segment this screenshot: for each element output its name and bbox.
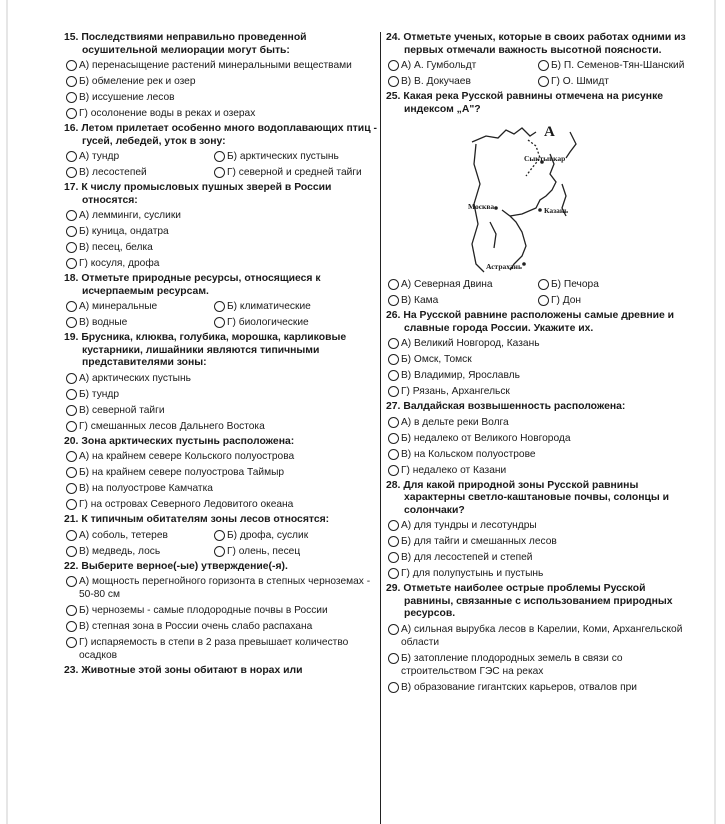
answer-option-label: В) водные (79, 317, 128, 328)
question-text (64, 514, 380, 527)
answer-option-label: А) перенасыщение растений минеральными веществами (79, 60, 352, 71)
question-text (64, 332, 380, 370)
answer-option[interactable] (212, 300, 311, 313)
answer-option-label: А) соболь, тетерев (79, 529, 168, 541)
answer-option[interactable] (386, 432, 690, 445)
question-block (386, 583, 690, 694)
question-block (64, 182, 380, 270)
answer-option-label: Б) Печора (551, 279, 599, 290)
answer-option-label: Г) косуля, дрофа (79, 258, 160, 269)
question-block (386, 32, 690, 88)
radio-circle-icon[interactable] (388, 536, 399, 547)
answer-option[interactable] (64, 545, 212, 558)
question-number: 18. (64, 273, 79, 284)
question-block (64, 665, 380, 678)
answer-option-label: Г) осолонение воды в реках и озерах (79, 108, 256, 119)
radio-circle-icon[interactable] (538, 279, 549, 290)
radio-circle-icon[interactable] (66, 242, 77, 253)
radio-circle-icon[interactable] (214, 167, 225, 178)
answer-option-label: Б) затопление плодородных земель в связи со строительством ГЭС на реках (401, 652, 623, 677)
radio-circle-icon[interactable] (388, 624, 399, 635)
radio-circle-icon[interactable] (66, 499, 77, 510)
answer-option-label: Б) для тайги и смешанных лесов (401, 536, 557, 547)
question-prompt: Отметьте наиболее острые проблемы Русской равнины, связанные с использованием природных ресурсов. (403, 583, 673, 619)
answer-option-row (64, 545, 380, 558)
answer-option-row (64, 150, 380, 163)
answer-option-label: Б) П. Семенов-Тян-Шанский (551, 60, 685, 71)
column-divider (380, 32, 381, 824)
question-block (386, 401, 690, 477)
answer-option-label: Б) куница, ондатра (79, 226, 169, 237)
radio-circle-icon[interactable] (388, 76, 399, 87)
answer-option-label: В) песец, белка (79, 242, 153, 253)
answer-option-label: В) Владимир, Ярославль (401, 370, 520, 381)
radio-circle-icon[interactable] (388, 295, 399, 306)
answer-option-label: А) мощность перегнойного горизонта в степных черноземах - 50-80 см (79, 576, 371, 600)
radio-circle-icon[interactable] (388, 682, 399, 693)
question-text (386, 480, 690, 518)
answer-option[interactable] (386, 385, 690, 398)
answer-option-label: А) сильная вырубка лесов в Карелии, Коми, Архангельской области (401, 623, 683, 648)
question-prompt: Животные этой зоны обитают в норах или (81, 665, 303, 676)
answer-option-label: В) образование гигантских карьеров, отвалов при (401, 681, 637, 693)
answer-option[interactable] (64, 225, 380, 238)
answer-option-label: А) в дельте реки Волга (401, 416, 509, 428)
answer-option-label: В) на Кольском полуострове (401, 448, 536, 460)
question-text (64, 665, 380, 678)
answer-option[interactable] (64, 300, 212, 313)
answer-option-row (64, 166, 380, 179)
question-block (64, 514, 380, 558)
answer-option-label: Б) тундр (79, 388, 120, 400)
radio-circle-icon[interactable] (66, 108, 77, 119)
answer-option-label: Г) на островах Северного Ледовитого океана (79, 499, 294, 510)
russian-plain-map (466, 124, 606, 274)
question-prompt: Отметьте природные ресурсы, относящиеся к исчерпаемым ресурсам. (81, 273, 321, 297)
answer-option-label: А) арктических пустынь (79, 372, 191, 384)
answer-option[interactable] (386, 369, 690, 382)
map-index-label: А (544, 124, 555, 140)
question-text (64, 561, 380, 574)
question-number: 23. (64, 665, 79, 676)
answer-option-label: В) медведь, лось (79, 545, 161, 557)
question-block (64, 436, 380, 512)
answer-option[interactable] (386, 535, 690, 548)
answer-option[interactable] (386, 337, 690, 350)
question-text (386, 583, 690, 621)
radio-circle-icon[interactable] (388, 520, 399, 531)
radio-circle-icon[interactable] (66, 637, 77, 648)
radio-circle-icon[interactable] (538, 295, 549, 306)
left-column (64, 32, 380, 680)
radio-circle-icon[interactable] (66, 92, 77, 103)
answer-option[interactable] (386, 551, 690, 564)
answer-option-label: Б) Омск, Томск (401, 354, 472, 365)
question-number: 22. (64, 560, 79, 572)
question-prompt: Последствиями неправильно проведенной осушительной мелиорации могут быть: (81, 32, 307, 56)
radio-circle-icon[interactable] (66, 389, 77, 400)
radio-circle-icon[interactable] (214, 301, 225, 312)
answer-option-label: Б) черноземы - самые плодородные почвы в России (79, 605, 328, 616)
answer-option[interactable] (386, 278, 536, 291)
answer-option[interactable] (64, 604, 380, 617)
answer-option[interactable] (64, 575, 380, 601)
map-city-moscow: Москва (468, 202, 495, 211)
question-prompt: Для какой природной зоны Русской равнины характерны светло-каштановые почвы, солонцы и солончаки? (403, 479, 670, 516)
answer-option[interactable] (64, 529, 212, 542)
answer-option[interactable] (64, 636, 380, 662)
answer-option[interactable] (64, 150, 212, 163)
answer-option-row (386, 59, 690, 72)
radio-circle-icon[interactable] (538, 60, 549, 71)
radio-circle-icon[interactable] (66, 258, 77, 269)
radio-circle-icon[interactable] (388, 552, 399, 563)
answer-option[interactable] (386, 59, 536, 72)
answer-option-label: А) Северная Двина (401, 279, 493, 290)
answer-option[interactable] (536, 75, 609, 88)
answer-option-label: В) лесостепей (79, 167, 147, 178)
test-sheet (64, 32, 690, 824)
question-prompt: Валдайская возвышенность расположена: (403, 401, 626, 412)
answer-option[interactable] (64, 59, 380, 72)
radio-circle-icon[interactable] (388, 449, 399, 460)
answer-option-label: Б) недалеко от Великого Новгорода (401, 432, 571, 444)
question-text (386, 310, 690, 335)
radio-circle-icon[interactable] (66, 405, 77, 416)
answer-option-label: Б) дрофа, суслик (227, 529, 309, 541)
question-block (64, 332, 380, 433)
question-text (64, 273, 380, 298)
answer-option-label: Г) испаряемость в степи в 2 раза превышает количество осадков (79, 637, 349, 661)
question-number: 25. (386, 91, 401, 102)
answer-option[interactable] (386, 652, 690, 678)
answer-option[interactable] (64, 420, 380, 433)
answer-option[interactable] (386, 567, 690, 580)
radio-circle-icon[interactable] (214, 317, 225, 328)
question-prompt: Отметьте ученых, которые в своих работах одними из первых отмечали важность высотной поясности. (403, 32, 686, 56)
radio-circle-icon[interactable] (66, 621, 77, 632)
question-text (386, 32, 690, 57)
answer-option-label: Г) Рязань, Архангельск (401, 386, 510, 397)
page-edge-right (714, 0, 716, 824)
answer-option-label: В) на полуострове Камчатка (79, 483, 213, 494)
answer-option[interactable] (386, 464, 690, 477)
question-prompt: Летом прилетает особенно много водоплавающих птиц - гусей, лебедей, уток в зону: (81, 123, 377, 147)
map-rivers (466, 124, 606, 274)
radio-circle-icon[interactable] (66, 451, 77, 462)
map-city-syktyvkar: Сыктывкар (524, 154, 566, 163)
answer-option[interactable] (64, 620, 380, 633)
answer-option-label: Б) обмеление рек и озер (79, 76, 196, 87)
answer-option[interactable] (212, 150, 339, 163)
answer-option-label: Г) недалеко от Казани (401, 464, 507, 476)
answer-option[interactable] (386, 294, 536, 307)
answer-option-label: А) тундр (79, 151, 120, 162)
map-city-kazan: Казань (544, 206, 569, 215)
question-block (64, 123, 380, 179)
question-number: 16. (64, 123, 79, 134)
question-number: 28. (386, 479, 401, 491)
question-prompt: На Русской равнине расположены самые древние и славные города России. Укажите их. (403, 310, 675, 334)
radio-circle-icon[interactable] (388, 568, 399, 579)
answer-option[interactable] (64, 107, 380, 120)
radio-circle-icon[interactable] (66, 605, 77, 616)
answer-option[interactable] (64, 388, 380, 401)
answer-option-label: Г) смешанных лесов Дальнего Востока (79, 420, 265, 432)
radio-circle-icon[interactable] (66, 317, 77, 328)
radio-circle-icon[interactable] (66, 467, 77, 478)
radio-circle-icon[interactable] (66, 530, 77, 541)
answer-option[interactable] (212, 316, 309, 329)
answer-option[interactable] (64, 75, 380, 88)
answer-option[interactable] (386, 416, 690, 429)
answer-option[interactable] (386, 519, 690, 532)
answer-option-label: Г) О. Шмидт (551, 76, 609, 87)
answer-option[interactable] (64, 466, 380, 479)
answer-option-row (386, 75, 690, 88)
answer-option-row (386, 294, 690, 307)
answer-option[interactable] (64, 372, 380, 385)
answer-option-label: А) Великий Новгород, Казань (401, 338, 540, 349)
answer-option[interactable] (212, 545, 300, 558)
answer-option-label: Г) биологические (227, 317, 309, 328)
answer-option-label: В) северной тайги (79, 404, 165, 416)
radio-circle-icon[interactable] (388, 653, 399, 664)
radio-circle-icon[interactable] (66, 167, 77, 178)
question-number: 27. (386, 401, 401, 412)
answer-option[interactable] (386, 75, 536, 88)
radio-circle-icon[interactable] (388, 60, 399, 71)
radio-circle-icon[interactable] (388, 279, 399, 290)
answer-option[interactable] (64, 316, 212, 329)
question-block (64, 273, 380, 329)
answer-option[interactable] (536, 294, 581, 307)
question-number: 17. (64, 182, 79, 193)
question-text (64, 32, 380, 57)
question-prompt: Брусника, клюква, голубика, морошка, карликовые кустарники, лишайники являются типичными представителями зоны: (81, 332, 347, 368)
answer-option-label: А) для тундры и лесотундры (401, 520, 537, 531)
question-block (386, 310, 690, 398)
radio-circle-icon[interactable] (388, 338, 399, 349)
answer-option[interactable] (386, 353, 690, 366)
radio-circle-icon[interactable] (388, 417, 399, 428)
answer-option-label: А) минеральные (79, 301, 158, 312)
question-number: 24. (386, 32, 401, 43)
right-column (386, 32, 690, 697)
question-number: 15. (64, 32, 79, 43)
answer-option-row (64, 316, 380, 329)
radio-circle-icon[interactable] (388, 370, 399, 381)
radio-circle-icon[interactable] (66, 60, 77, 71)
question-text (64, 436, 380, 449)
question-number: 29. (386, 583, 401, 594)
answer-option-label: В) Кама (401, 295, 439, 306)
answer-option-label: В) степная зона в России очень слабо распахана (79, 621, 313, 632)
question-prompt: Зона арктических пустынь расположена: (81, 435, 295, 447)
radio-circle-icon[interactable] (66, 151, 77, 162)
answer-option-label: Г) олень, песец (227, 545, 301, 557)
answer-option-row (64, 300, 380, 313)
answer-option-label: А) на крайнем севере Кольского полуострова (79, 451, 295, 462)
radio-circle-icon[interactable] (388, 386, 399, 397)
map-city-astrakhan: Астрахань (486, 262, 522, 271)
radio-circle-icon[interactable] (66, 421, 77, 432)
question-prompt: Выберите верное(-ые) утверждение(-я). (81, 560, 288, 572)
answer-option-label: А) А. Гумбольдт (401, 60, 477, 71)
radio-circle-icon[interactable] (66, 373, 77, 384)
question-number: 26. (386, 310, 401, 321)
question-prompt: Какая река Русской равнины отмечена на рисунке индексом „А"? (403, 91, 664, 115)
question-block (386, 91, 690, 307)
answer-option-row (64, 529, 380, 542)
radio-circle-icon[interactable] (66, 210, 77, 221)
radio-circle-icon[interactable] (66, 76, 77, 87)
radio-circle-icon[interactable] (388, 354, 399, 365)
radio-circle-icon[interactable] (66, 576, 77, 587)
radio-circle-icon[interactable] (66, 483, 77, 494)
answer-option-label: А) лемминги, суслики (79, 210, 181, 221)
answer-option[interactable] (536, 59, 684, 72)
answer-option[interactable] (386, 448, 690, 461)
answer-option-label: Б) климатические (227, 301, 311, 312)
question-block (64, 561, 380, 663)
answer-option-label: Б) на крайнем севере полуострова Таймыр (79, 467, 285, 478)
radio-circle-icon[interactable] (388, 465, 399, 476)
answer-option-row (386, 278, 690, 291)
answer-option[interactable] (64, 404, 380, 417)
question-text (64, 182, 380, 207)
answer-option[interactable] (212, 529, 308, 542)
radio-circle-icon[interactable] (214, 546, 225, 557)
radio-circle-icon[interactable] (538, 76, 549, 87)
page-edge-left (6, 0, 8, 824)
answer-option-label: В) В. Докучаев (401, 76, 471, 87)
answer-option[interactable] (64, 482, 380, 495)
question-prompt: К числу промысловых пушных зверей в России относятся: (81, 182, 332, 206)
answer-option[interactable] (64, 498, 380, 511)
question-text (64, 123, 380, 148)
question-block (386, 480, 690, 581)
question-number: 21. (64, 514, 79, 525)
radio-circle-icon[interactable] (66, 301, 77, 312)
answer-option[interactable] (64, 91, 380, 104)
answer-option[interactable] (212, 166, 362, 179)
question-text (386, 91, 690, 116)
question-number: 20. (64, 435, 79, 447)
question-prompt: К типичным обитателям зоны лесов относятся: (81, 514, 330, 525)
answer-option[interactable] (386, 623, 690, 649)
radio-circle-icon[interactable] (388, 433, 399, 444)
radio-circle-icon[interactable] (66, 546, 77, 557)
radio-circle-icon[interactable] (214, 151, 225, 162)
answer-option-label: Г) для полупустынь и пустынь (401, 568, 544, 579)
answer-option-label: В) иссушение лесов (79, 92, 175, 103)
answer-option[interactable] (64, 450, 380, 463)
answer-option[interactable] (64, 241, 380, 254)
answer-option-label: В) для лесостепей и степей (401, 552, 533, 563)
answer-option-label: Б) арктических пустынь (227, 151, 339, 162)
answer-option[interactable] (386, 681, 690, 694)
answer-option[interactable] (536, 278, 599, 291)
answer-option[interactable] (64, 209, 380, 222)
answer-option[interactable] (64, 257, 380, 270)
answer-option-label: Г) северной и средней тайги (227, 167, 362, 178)
question-text (386, 401, 690, 414)
radio-circle-icon[interactable] (214, 530, 225, 541)
answer-option-label: Г) Дон (551, 295, 582, 306)
radio-circle-icon[interactable] (66, 226, 77, 237)
question-number: 19. (64, 332, 79, 343)
answer-option[interactable] (64, 166, 212, 179)
question-block (64, 32, 380, 120)
